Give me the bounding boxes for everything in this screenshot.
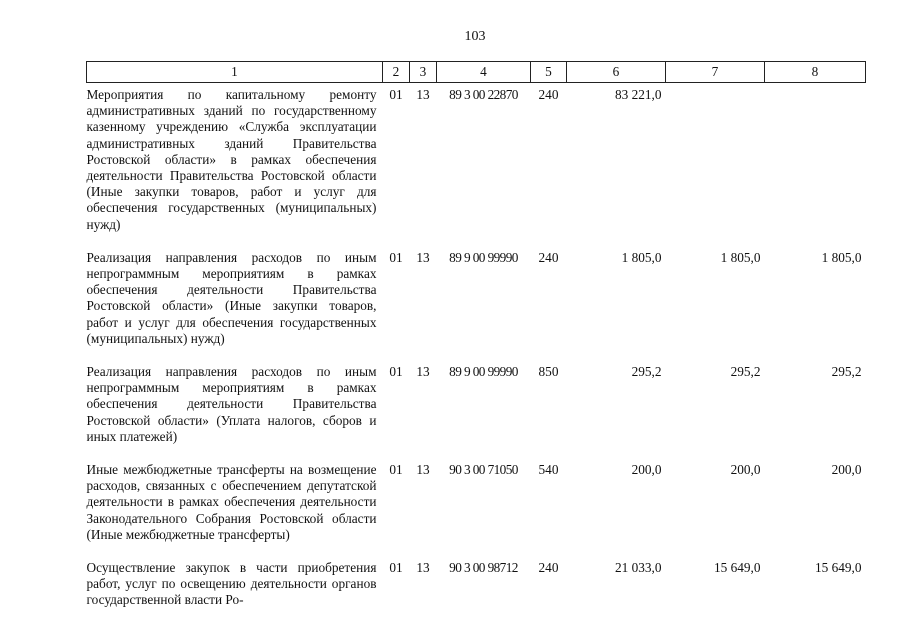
- row-amount-col7: 295,2: [730, 364, 761, 380]
- row-amount-col8: 15 649,0: [814, 560, 862, 576]
- column-header-6: 6: [567, 62, 666, 83]
- row-target-article: 89 9 00 99990: [449, 249, 518, 265]
- row-section-code: 01: [389, 364, 403, 380]
- row-amount-col7: 200,0: [730, 462, 761, 478]
- row-amount-col7: [666, 83, 765, 247]
- page-number: 103: [464, 29, 486, 44]
- row-description: Реализация направления расходов по иным непрограммным мероприятиям в рамках обеспечения деятельности Правительства Ростовской области» (Иные закупки товаров, работ и услуг для обеспечения государственных (муниципальных) нужд): [86, 249, 377, 346]
- row-description: Мероприятия по капитальному ремонту административных зданий по государственному казенному учреждению «Служба эксплуатации административных зданий Правительства Ростовской области» в рамках обеспечения деятельности Правительства Ростовской области (Иные закупки товаров, работ и услуг для обеспечения государственных (муниципальных) нужд): [86, 87, 377, 232]
- row-amount-col6: 1 805,0: [621, 249, 662, 265]
- table-row: [87, 83, 866, 247]
- row-subsection-code: 13: [416, 462, 430, 478]
- row-description: Осуществление закупок в части приобретения работ, услуг по освещению деятельности органов государственной власти Ро-: [86, 560, 377, 608]
- row-section-code: 01: [389, 87, 403, 102]
- table-row: [87, 361, 866, 459]
- row-section-code: 01: [389, 249, 403, 265]
- column-header-4: 4: [437, 62, 531, 83]
- row-target-article: 89 9 00 99990: [449, 364, 518, 380]
- row-subsection-code: 13: [416, 560, 430, 576]
- row-description: Иные межбюджетные трансферты на возмещение расходов, связанных с обеспечением депутатской деятельности в рамках обеспечения деятельности Законодательного Собрания Ростовской области (Иные межбюджетные трансферты): [86, 462, 377, 542]
- row-section-code: 01: [389, 560, 403, 576]
- row-amount-col7: 15 649,0: [713, 560, 761, 576]
- column-header-8: 8: [765, 62, 866, 83]
- row-section-code: 01: [389, 462, 403, 478]
- row-amount-col6: 83 221,0: [614, 87, 662, 102]
- row-description: Реализация направления расходов по иным непрограммным мероприятиям в рамках обеспечения деятельности Правительства Ростовской области» (Уплата налогов, сборов и иных платежей): [86, 364, 377, 444]
- row-target-article: 90 3 00 98712: [449, 560, 518, 576]
- row-expense-type: 240: [538, 87, 559, 102]
- column-header-3: 3: [410, 62, 437, 83]
- row-amount-col7: 1 805,0: [720, 249, 761, 265]
- row-amount-col6: 200,0: [631, 462, 662, 478]
- row-amount-col6: 21 033,0: [614, 560, 662, 576]
- row-amount-col8: 200,0: [831, 462, 862, 478]
- row-subsection-code: 13: [416, 249, 430, 265]
- column-header-1: 1: [87, 62, 383, 83]
- row-amount-col8: 1 805,0: [821, 249, 862, 265]
- row-expense-type: 850: [538, 364, 559, 380]
- row-subsection-code: 13: [416, 364, 430, 380]
- header-row: [87, 62, 866, 83]
- row-target-article: 89 3 00 22870: [449, 87, 518, 102]
- row-amount-col8: 295,2: [831, 364, 862, 380]
- row-amount-col8: [765, 83, 866, 247]
- column-header-5: 5: [531, 62, 567, 83]
- budget-table: [86, 61, 866, 623]
- row-amount-col6: 295,2: [631, 364, 662, 380]
- table-row: [87, 557, 866, 623]
- table-row: [87, 247, 866, 361]
- row-expense-type: 240: [538, 249, 559, 265]
- table-row: [87, 459, 866, 557]
- row-target-article: 90 3 00 71050: [449, 462, 518, 478]
- row-expense-type: 540: [538, 462, 559, 478]
- row-expense-type: 240: [538, 560, 559, 576]
- row-subsection-code: 13: [416, 87, 430, 102]
- column-header-7: 7: [666, 62, 765, 83]
- column-header-2: 2: [383, 62, 410, 83]
